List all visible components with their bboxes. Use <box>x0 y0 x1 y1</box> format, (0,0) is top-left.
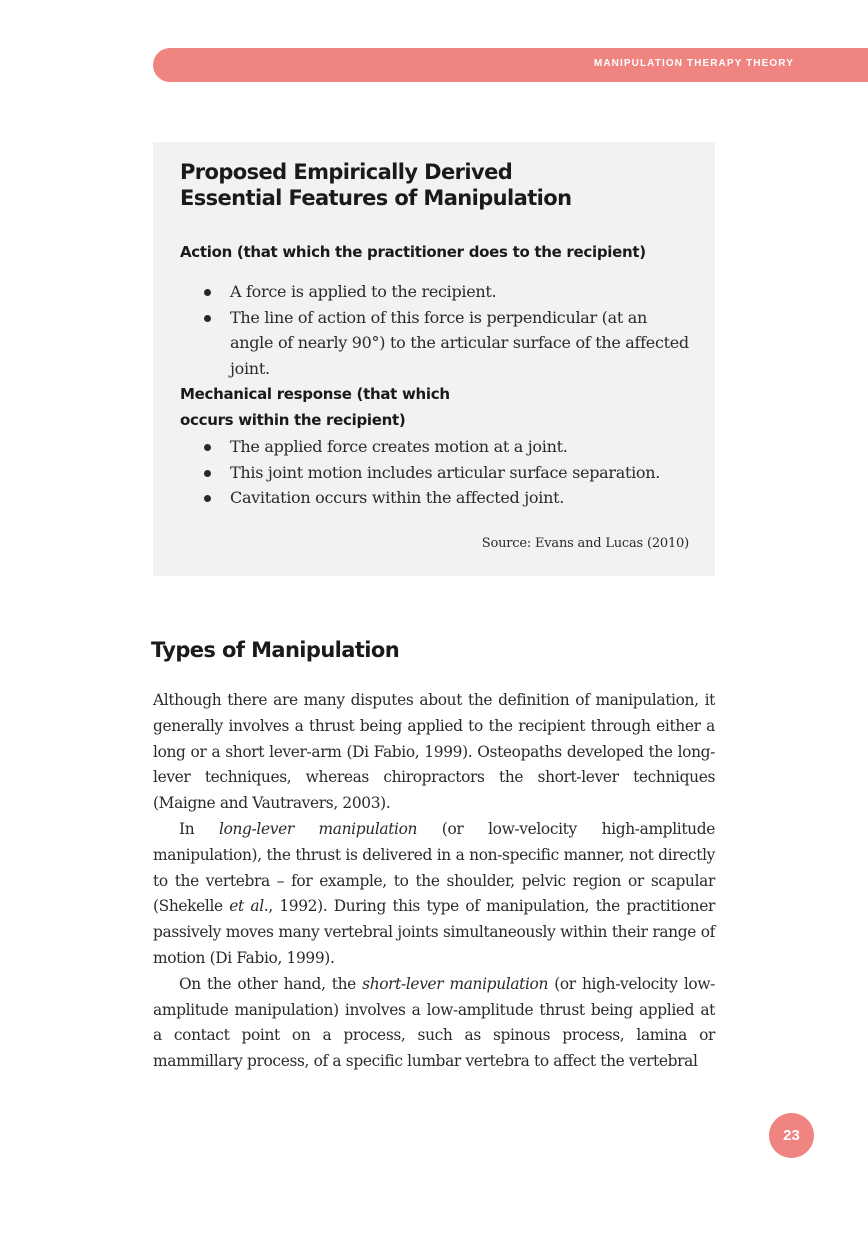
bullet-icon <box>204 470 211 477</box>
italic-term: et al. <box>229 897 269 916</box>
running-header-title: MANIPULATION THERAPY THEORY <box>593 58 794 69</box>
text-run: (or low-velocity high-amplitude manipulation), the thrust is delivered in a non-specific manner, not directly to the vertebra – for example, to the shoulder, pelvic region or scapular (Shekelle <box>153 819 715 916</box>
action-heading: Action (that which the practitioner does to the recipient) <box>180 243 646 261</box>
list-item-text: A force is applied to the recipient. <box>230 282 497 301</box>
text-run: On the other hand, the <box>179 974 363 993</box>
mechanical-heading <box>180 381 450 433</box>
bullet-icon <box>204 315 211 322</box>
text-run: In <box>179 819 219 838</box>
bullet-icon <box>204 289 211 296</box>
running-header-band <box>153 48 868 82</box>
bullet-icon <box>204 495 211 502</box>
page-number: 23 <box>769 1113 814 1158</box>
features-box <box>153 142 715 576</box>
list-item-text: The applied force creates motion at a joint. <box>230 437 568 456</box>
mechanical-heading-line: Mechanical response (that which <box>180 385 450 403</box>
list-item-text: The line of action of this force is perpendicular (at an angle of nearly 90°) to the articular surface of the affected joint. <box>230 307 689 378</box>
paragraph <box>153 972 715 1075</box>
italic-term: long-lever manipulation <box>219 819 418 838</box>
italic-term: short-lever manipulation <box>362 974 549 993</box>
box-title <box>180 159 571 211</box>
box-title-line: Proposed Empirically Derived <box>180 160 513 184</box>
section-heading: Types of Manipulation <box>151 638 400 662</box>
list-item <box>204 485 694 511</box>
text-run: , 1992). During this type of manipulation, the practitioner passively moves many vertebral joints simultaneously within their range of motion (Di Fabio, 1999). <box>153 897 715 967</box>
text-run: (or high-velocity low-amplitude manipulation) involves a low-amplitude thrust being applied at a contact point on a process, such as spinous process, lamina or mammillary process, of a specific lumbar vertebra to affect the vertebral <box>153 974 715 1071</box>
paragraph <box>153 817 715 972</box>
action-list <box>204 279 694 381</box>
list-item-text: Cavitation occurs within the affected joint. <box>230 488 564 507</box>
bullet-icon <box>204 444 211 451</box>
list-item <box>204 434 694 460</box>
mechanical-list <box>204 434 694 511</box>
paragraph: Although there are many disputes about the definition of manipulation, it generally involves a thrust being applied to the recipient through either a long or a short lever-arm (Di Fabio, 1999). Osteopaths developed the long-lever techniques, whereas chiropractors the short-lever techniques (Maigne and Vautravers, 2003). <box>153 691 715 813</box>
list-item <box>204 279 694 305</box>
body-text <box>153 688 715 1075</box>
list-item-text: This joint motion includes articular surface separation. <box>230 462 661 482</box>
box-title-line: Essential Features of Manipulation <box>180 186 572 210</box>
list-item <box>204 305 694 382</box>
list-item <box>204 460 694 486</box>
source-citation: Source: Evans and Lucas (2010) <box>481 536 689 551</box>
mechanical-heading-line: occurs within the recipient) <box>180 411 406 429</box>
